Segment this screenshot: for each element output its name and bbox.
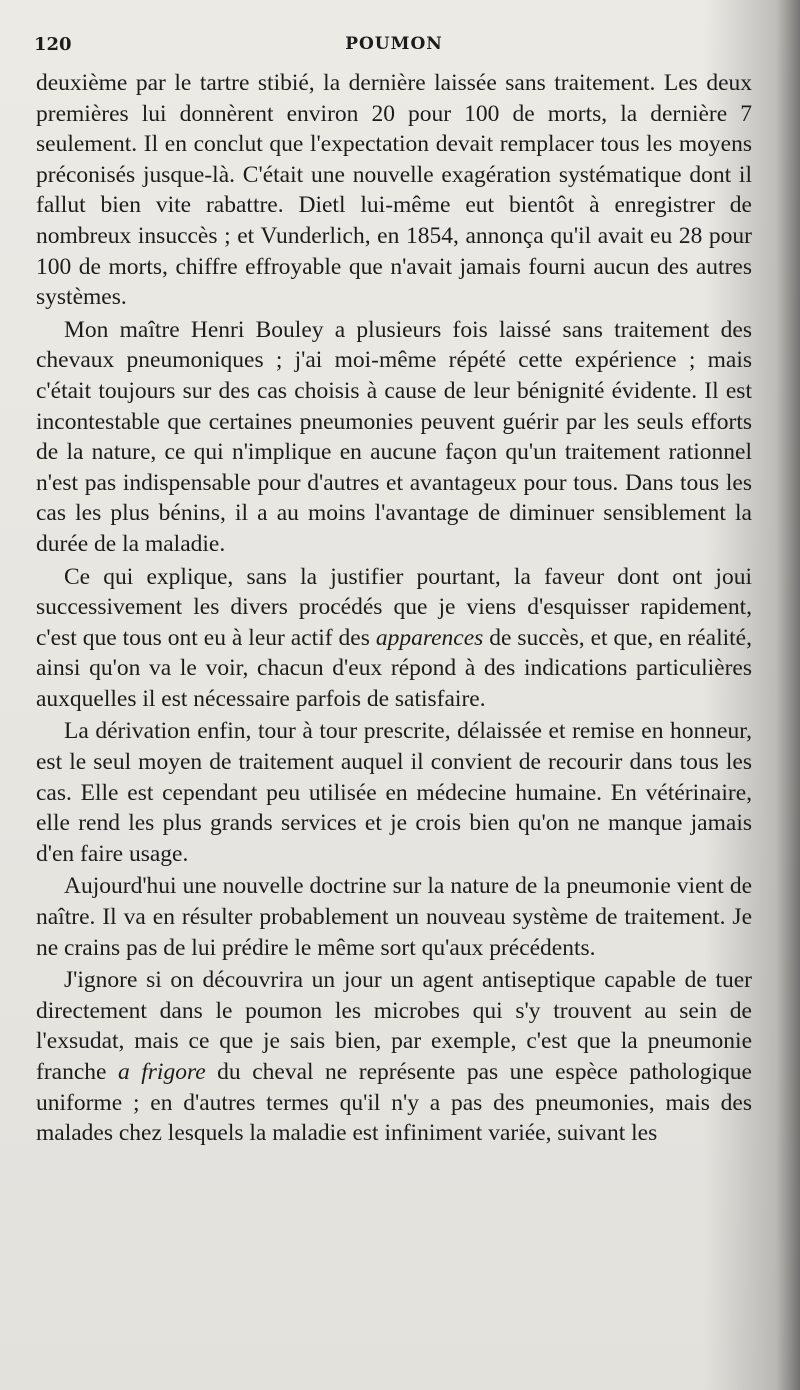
body-text xyxy=(36,68,752,1149)
paragraph-text-before: J'ignore si on découvrira un jour un agent antiseptique capable de tuer directement dans le poumon les microbes qui s'y trouvent au sein de l'exsudat, mais ce que je sais bien, par exemple, c'est que la pneumonie franche xyxy=(36,967,752,1085)
page-number: 120 xyxy=(34,34,72,55)
running-title: POUMON xyxy=(345,34,443,54)
paragraph-text-before: Ce qui explique, sans la justifier pourtant, la faveur dont ont joui successivement les divers procédés que je viens d'esquisser rapidement, c'est que tous ont eu à leur actif des xyxy=(36,563,752,651)
paragraph-doctrine: Aujourd'hui une nouvelle doctrine sur la nature de la pneumonie vient de naître. Il va en résulter probablement un nouveau système de traitement. Je ne crains pas de lui prédire le même sort qu'aux précédents. xyxy=(36,873,752,961)
paragraph-bouley: Mon maître Henri Bouley a plusieurs fois laissé sans traitement des chevaux pneumoniques ; j'ai moi-même répété cette expérience ; mais c'était toujours sur des cas choisis à cause de leur bénignité évidente. Il est incontestable que certaines pneumonies peuvent guérir par les seuls efforts de la nature, ce qui n'implique en aucune façon qu'un traitement rationnel n'est pas indispensable pour d'autres et avantageux pour tous. Dans tous les cas les plus bénins, il a au moins l'avantage de diminuer sensiblement la durée de la maladie. xyxy=(36,316,752,557)
emphasis-a-frigore: a frigore xyxy=(117,1059,206,1085)
paragraph-continuation: deuxième par le tartre stibié, la dernière laissée sans traitement. Les deux premières lui donnèrent environ 20 pour 100 de morts, la dernière 7 seulement. Il en conclut que l'expectation devait remplacer tous les moyens préconisés jusque-là. C'était une nouvelle exagération systématique dont il fallut bien vite rabattre. Dietl lui-même eut bientôt à enregistrer de nombreux insuccès ; et Vunderlich, en 1854, annonça qu'il avait eu 28 pour 100 de morts, chiffre effroyable que n'avait jamais fourni aucun des autres systèmes. xyxy=(36,70,752,311)
paragraph-apparences xyxy=(36,562,752,715)
paragraph-antiseptique xyxy=(36,965,752,1149)
paragraph-text-after: du cheval ne représente pas une espèce pathologique uniforme ; en d'autres termes qu'il n'y a pas des pneumonies, mais des malades chez lesquels la maladie est infiniment variée, suivant les xyxy=(36,1059,752,1147)
page-header xyxy=(34,34,754,62)
emphasis-apparences: apparences xyxy=(375,624,484,651)
paragraph-derivation: La dérivation enfin, tour à tour prescrite, délaissée et remise en honneur, est le seul moyen de traitement auquel il convient de recourir dans tous les cas. Elle est cependant peu utilisée en médecine humaine. En vétérinaire, elle rend les plus grands services et je crois bien qu'on ne manque jamais d'en faire usage. xyxy=(36,718,752,867)
paragraph-text-after: de succès, et que, en réalité, ainsi qu'on va le voir, chacun d'eux répond à des indications particulières auxquelles il est nécessaire parfois de satisfaire. xyxy=(36,624,752,712)
